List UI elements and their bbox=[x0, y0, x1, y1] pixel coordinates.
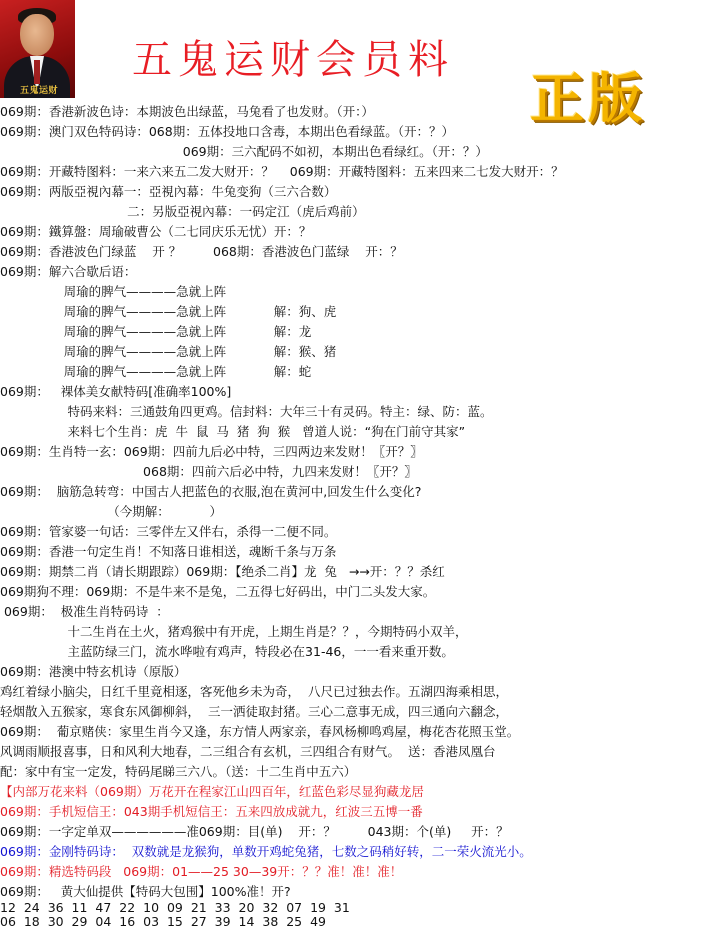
text-line: 069期：管家婆一句话：三零伴左又伴右，杀得一二便不同。 bbox=[0, 524, 337, 539]
text-line: 069期：香港波色门绿蓝 开 ？ 068期：香港波色门蓝绿 开：？ bbox=[0, 244, 403, 259]
text-line: 069期：开藏特图料：一来六来五二发大财开：？ 069期：开藏特图料：五来四来二七发大财开：？ bbox=[0, 164, 564, 179]
text-line: 配：家中有宝一定发，特码尾睇三六八。（送：十二生肖中五六） bbox=[0, 764, 357, 779]
text-line: 069期：鐵算盤：周瑜破曹公（二七同庆乐无忧）开：？ bbox=[0, 224, 312, 239]
text-line: 068期：四前六后必中特，九四来发财！〖开？〗 bbox=[0, 464, 417, 479]
text-line: 069期：解六合歇后语： bbox=[0, 264, 137, 279]
number-row: 12 24 36 11 47 22 10 09 21 33 20 32 07 19 31 bbox=[0, 900, 350, 915]
text-line: 069期： 葡京赌侠：家里生肖今又逢，东方情人两家亲，春风杨柳鸣鸡屋，梅花杏花照玉堂。 bbox=[0, 724, 520, 739]
text-line: 来料七个生肖：虎 牛 鼠 马 猪 狗 猴 曾道人说：“狗在门前守其家” bbox=[0, 424, 466, 439]
text-line: 风调雨顺报喜事，日和风利大地春，二三组合有玄机，三四组合有财气。 送：香港凤凰台 bbox=[0, 744, 496, 759]
text-line: 069期：手机短信王：043期手机短信王：五来四放成就九，红波三五博一番 bbox=[0, 804, 423, 819]
text-line: 069期：一字定单双——————准069期：目(单) 开：？ 043期：个(单) 开：？ bbox=[0, 824, 509, 839]
text-line: 周瑜的脾气————急就上阵 解：狗、虎 bbox=[0, 304, 337, 319]
text-line: 069期：香港新波色诗：本期波色出绿蓝，马兔看了也发财。（开：） bbox=[0, 104, 374, 119]
text-line: 【内部万花来料（069期）万花开在程家江山四百年，红蓝色彩尽显狗藏龙居 bbox=[0, 784, 424, 799]
member-portrait bbox=[0, 0, 75, 98]
genuine-stamp: 正版 bbox=[530, 67, 646, 130]
text-line: 069期：两版亞視內幕一：亞視內幕：牛兔变狗（三六合数） bbox=[0, 184, 337, 199]
text-line: 069期：生肖特一玄：069期：四前九后必中特，三四两边来发财！〖开？〗 bbox=[0, 444, 423, 459]
text-line: 特码来料：三通鼓角四更鸡。信封料：大年三十有灵码。特主：绿、防：蓝。 bbox=[0, 404, 493, 419]
number-row: 06 18 30 29 04 16 03 15 27 39 14 38 25 49 bbox=[0, 914, 326, 929]
text-line: 069期：金刚特码诗： 双数就是龙猴狗，单数开鸡蛇兔猪，七数之码稍好转，二一荣火流光小。 bbox=[0, 844, 532, 859]
text-line: 069期：香港一句定生肖！不知落日谁相送，魂断千条与万条 bbox=[0, 544, 337, 559]
text-line: 069期： 裸体美女献特码[准确率100%] bbox=[0, 384, 232, 399]
text-line: 069期：澳门双色特码诗：068期：五体投地口含毒，本期出色看绿蓝。（开：？） bbox=[0, 124, 454, 139]
text-line: 069期： 脑筋急转弯：中国古人把蓝色的衣服,泡在黄河中,回发生什么变化? bbox=[0, 484, 422, 499]
text-line: 主蓝防绿三门，流水哗啦有鸡声，特段必在31-46，一一看来重开数。 bbox=[0, 644, 454, 659]
text-line: 周瑜的脾气————急就上阵 bbox=[0, 284, 227, 299]
text-line: 周瑜的脾气————急就上阵 解：蛇 bbox=[0, 364, 312, 379]
page-title: 五鬼运财会员料 bbox=[132, 37, 454, 83]
text-line: 周瑜的脾气————急就上阵 解：龙 bbox=[0, 324, 312, 339]
portrait-tag: 五鬼运财 bbox=[20, 86, 59, 96]
text-line: （今期解： ） bbox=[0, 504, 223, 519]
text-line: 周瑜的脾气————急就上阵 解：猴、猪 bbox=[0, 344, 337, 359]
text-line: 069期： 极准生肖特码诗 ： bbox=[0, 604, 169, 619]
text-line: 069期：三六配码不如初，本期出色看绿红。（开：？） bbox=[0, 144, 488, 159]
text-line: 069期：期禁二肖（请长期跟踪）069期：【绝杀二肖】龙 兔 →→开：？？杀红 bbox=[0, 564, 445, 579]
text-line: 十二生肖在土火，猪鸡猴中有开虎，上期生肖是？？，今期特码小双羊， bbox=[0, 624, 468, 639]
text-line: 轻烟散入五猴家，寒食东风御柳斜， 三一洒徒取封猪。三心二意事无成，四三通向六翻念， bbox=[0, 704, 508, 719]
text-line: 069期狗不理：069期：不是牛来不是兔，二五得七好码出，中门二头发大家。 bbox=[0, 584, 436, 599]
text-line: 069期：港澳中特玄机诗（原版） bbox=[0, 664, 187, 679]
text-line: 069期：精选特码段 069期：01——25 30—39开：？？准！准！准！ bbox=[0, 864, 403, 879]
text-line: 鸡红着绿小脑尖，日红千里竟相逐，客死他乡未为奇， 八尺已过独去作。五湖四海乘相思， bbox=[0, 684, 508, 699]
text-line: 二：另版亞視內幕：一码定江（虎后鸡前） bbox=[0, 204, 365, 219]
text-line: 069期： 黄大仙提供【特码大包围】100%准！开? bbox=[0, 884, 291, 899]
